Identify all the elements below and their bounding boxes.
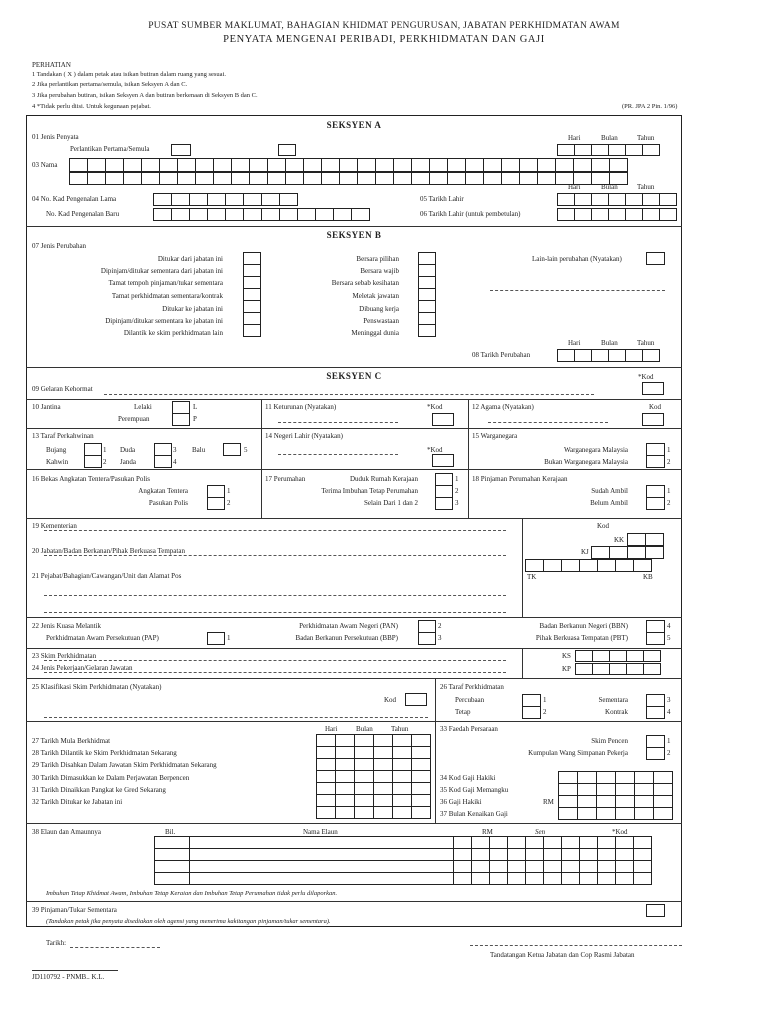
option-number: 1	[667, 446, 671, 454]
allowance-name-header: Nama Elaun	[303, 828, 338, 836]
marital-option: Bujang	[46, 446, 67, 454]
option-number: 2	[667, 749, 671, 757]
option-number: 2	[103, 458, 107, 466]
note-item: 2 Jika perlantikan pertama/semula, isikan Seksyen A dan C.	[32, 81, 188, 88]
q23-line[interactable]	[44, 660, 506, 661]
kk-code-boxes[interactable]	[628, 533, 664, 546]
q19-line[interactable]	[44, 530, 506, 531]
marital-option: Duda	[120, 446, 136, 454]
row-divider	[26, 399, 682, 400]
kp-label: KP	[562, 665, 571, 673]
q01-date-boxes[interactable]	[558, 144, 660, 156]
option-number: 1	[543, 696, 547, 704]
kj-code-boxes[interactable]	[592, 546, 664, 559]
dob-correction-boxes[interactable]	[558, 208, 677, 221]
q36-label: 36 Gaji Hakiki	[440, 798, 482, 806]
q37-label: 37 Bulan Kenaikan Gaji	[440, 810, 508, 818]
month-label: Bulan	[356, 725, 373, 733]
row-divider	[26, 428, 682, 429]
change-type-checkboxes-1[interactable]	[243, 252, 261, 336]
forces-option: Pasukan Polis	[148, 499, 188, 507]
retirement-checkboxes[interactable]	[646, 735, 665, 759]
q16-label: 16 Bekas Angkatan Tentera/Pasukan Polis	[32, 475, 150, 483]
q27-label: 27 Tarikh Mula Berkhidmat	[32, 737, 111, 745]
q20-line[interactable]	[44, 555, 506, 556]
ks-label: KS	[562, 652, 571, 660]
authority-checkboxes-2[interactable]	[418, 620, 436, 644]
q15-label: 15 Warganegara	[472, 432, 518, 440]
option-number: 1	[227, 634, 231, 642]
col-divider	[522, 648, 523, 678]
q34-label: 34 Kod Gaji Hakiki	[440, 774, 496, 782]
q12-code-box[interactable]	[642, 413, 664, 426]
col-divider	[468, 399, 469, 428]
housing-option: Terima Imbuhan Tetap Perumahan	[321, 487, 418, 495]
retirement-option: Skim Pencen	[591, 737, 628, 745]
signature-line[interactable]	[470, 945, 682, 946]
service-status-option: Kontrak	[605, 708, 628, 716]
q35-label: 35 Kod Gaji Memangku	[440, 786, 509, 794]
option-number: 2	[543, 708, 547, 716]
year-label: Tahun	[391, 725, 409, 733]
change-type-option: Bersara pilihan	[356, 255, 399, 263]
section-divider	[26, 226, 682, 227]
authority-checkboxes-3[interactable]	[646, 620, 665, 644]
option-number: 3	[667, 696, 671, 704]
q18-label: 18 Pinjaman Perumahan Kerajaan	[472, 475, 568, 483]
option-number: 4	[173, 458, 177, 466]
q09-label: 09 Gelaran Kehormat	[32, 385, 93, 393]
option-number: 5	[244, 446, 248, 454]
code-label: Kod	[384, 696, 397, 704]
section-a-title: SEKSYEN A	[326, 120, 382, 130]
old-ic-boxes[interactable]	[154, 193, 298, 206]
q14-line[interactable]	[278, 454, 398, 455]
marital-checkboxes-1[interactable]	[84, 443, 102, 467]
day-label: Hari	[568, 134, 581, 142]
day-label: Hari	[325, 725, 338, 733]
q11-line[interactable]	[278, 422, 398, 423]
q39-note: (Tandakan petak jika penyata disediakan oleh agensi yang menerima kakitangan pinjaman/tukar sementara).	[46, 918, 331, 925]
day-label: Hari	[568, 183, 581, 191]
kp-code-boxes[interactable]	[576, 663, 661, 675]
office-code-label: *Kod	[427, 446, 443, 454]
q09-code-box[interactable]	[642, 382, 664, 395]
form-title: PENYATA MENGENAI PERIBADI, PERKHIDMATAN DAN GAJI	[223, 34, 545, 45]
q25-line[interactable]	[44, 717, 428, 718]
housing-option: Selain Dari 1 dan 2	[363, 499, 418, 507]
option-number: 1	[455, 475, 459, 483]
date-label: Tarikh:	[46, 939, 67, 947]
section-b-title: SEKSYEN B	[326, 230, 382, 240]
q10-label: 10 Jantina	[32, 403, 61, 411]
gender-code: L	[193, 403, 198, 411]
option-number: 4	[667, 708, 671, 716]
q03-label: 03 Nama	[32, 161, 58, 169]
authority-checkbox-pap[interactable]	[207, 632, 225, 645]
option-number: 2	[227, 499, 231, 507]
change-type-option: Dilantik ke skim perkhidmatan lain	[123, 329, 223, 337]
q31-label: 31 Tarikh Dinaikkan Pangkat ke Gred Sekarang	[32, 786, 166, 794]
authority-option: Perkhidmatan Awam Persekutuan (PAP)	[46, 634, 159, 642]
option-number: 1	[667, 487, 671, 495]
q24-line[interactable]	[44, 672, 506, 673]
col-divider	[522, 518, 523, 617]
option-number: 1	[103, 446, 107, 454]
q14-label: 14 Negeri Lahir (Nyatakan)	[265, 432, 343, 440]
q39-label: 39 Pinjaman/Tukar Sementara	[32, 906, 117, 914]
q05-label: 05 Tarikh Lahir	[420, 195, 464, 203]
option-number: 2	[667, 499, 671, 507]
q13-label: 13 Taraf Perkahwinan	[32, 432, 94, 440]
gender-code: P	[193, 415, 197, 423]
marital-option: Janda	[120, 458, 136, 466]
marital-checkbox-widowed[interactable]	[223, 443, 241, 456]
change-type-option: Dipinjam/ditukar sementara dari jabatan ini	[100, 267, 223, 275]
q22-label: 22 Jenis Kuasa Melantik	[32, 622, 102, 630]
option-number: 1	[667, 737, 671, 745]
gender-male-label: Lelaki	[134, 403, 152, 411]
other-change-line[interactable]	[490, 290, 665, 291]
q39-checkbox[interactable]	[646, 904, 665, 917]
signature-label: Tandatangan Ketua Jabatan dan Cop Rasmi Jabatan	[490, 951, 635, 959]
allowance-note: Imbuhan Tetap Khidmat Awam, Imbuhan Tetap Keraian dan Imbuhan Tetap Perumahan tidak perlu dilaporkan.	[46, 890, 338, 897]
q04-label: 04 No. Kad Pengenalan Lama	[32, 195, 117, 203]
note-item: 1 Tandakan ( X ) dalam petak atau isikan butiran dalam ruang yang sesuai.	[32, 71, 227, 78]
month-label: Bulan	[601, 339, 618, 347]
service-status-option: Tetap	[455, 708, 471, 716]
row-divider	[26, 469, 682, 470]
office-code-label: *Kod	[427, 403, 443, 411]
row-divider	[26, 823, 682, 824]
q06-label: 06 Tarikh Lahir (untuk pembetulan)	[420, 210, 521, 218]
allowance-number-header: Bil.	[165, 828, 176, 836]
other-change-checkbox[interactable]	[646, 252, 665, 265]
service-status-option: Percubaan	[455, 696, 485, 704]
authority-option: Perkhidmatan Awam Negeri (PAN)	[299, 622, 398, 630]
q12-line[interactable]	[488, 422, 608, 423]
q01-label: 01 Jenis Penyata	[32, 133, 79, 141]
note-item: 4 *Tidak perlu diisi. Untuk kegunaan pejabat.	[32, 103, 151, 110]
q01-code-box[interactable]	[278, 144, 296, 156]
marital-checkboxes-2[interactable]	[154, 443, 172, 467]
section-divider	[26, 367, 682, 368]
other-change-label: Lain-lain perubahan (Nyatakan)	[532, 255, 622, 263]
change-type-option: Dipinjam/ditukar sementara ke jabatan ini	[105, 317, 223, 325]
change-type-option: Meletak jawatan	[352, 292, 399, 300]
year-label: Tahun	[637, 134, 655, 142]
change-type-option: Tamat tempoh pinjaman/tukar sementara	[108, 279, 223, 287]
kb-label: KB	[643, 573, 653, 581]
q01-sub-label: Perlantikan Pertama/Semula	[70, 145, 150, 153]
col-divider	[468, 469, 469, 518]
date-line[interactable]	[70, 947, 160, 948]
salary-grid[interactable]	[558, 771, 673, 820]
tk-label: TK	[527, 573, 537, 581]
col-divider	[435, 678, 436, 721]
footer-rule	[32, 970, 118, 971]
option-number: 2	[438, 622, 442, 630]
housing-checkboxes[interactable]	[435, 473, 453, 509]
option-number: 5	[667, 634, 671, 642]
change-type-checkboxes-2[interactable]	[418, 252, 436, 336]
q32-label: 32 Tarikh Ditukar ke Jabatan ini	[32, 798, 123, 806]
q01-checkbox[interactable]	[171, 144, 191, 156]
marital-option: Balu	[192, 446, 206, 454]
col-divider	[261, 428, 262, 469]
q09-line[interactable]	[104, 394, 594, 395]
kj-label: KJ	[581, 548, 589, 556]
code-label: Kod	[597, 522, 610, 530]
q24-label: 24 Jenis Pekerjaan/Gelaran Jawatan	[32, 664, 133, 672]
year-label: Tahun	[637, 183, 655, 191]
service-status-checkboxes-1[interactable]	[522, 694, 541, 718]
row-divider	[26, 518, 682, 519]
q38-label: 38 Elaun dan Amaunnya	[32, 828, 102, 836]
change-type-option: Bersara wajib	[360, 267, 399, 275]
section-c-title: SEKSYEN C	[326, 371, 382, 381]
forces-option: Angkatan Tentera	[138, 487, 188, 495]
month-label: Bulan	[601, 134, 618, 142]
q19-label: 19 Kementerian	[32, 522, 77, 530]
authority-option: Badan Berkanun Negeri (BBN)	[539, 622, 628, 630]
q21-label: 21 Pejabat/Bahagian/Cawangan/Unit dan Alamat Pos	[32, 572, 182, 580]
allowance-sen-header: Sen	[535, 828, 546, 836]
forces-checkboxes[interactable]	[207, 485, 225, 509]
service-dates-grid[interactable]	[316, 734, 431, 819]
q25-code-box[interactable]	[405, 693, 427, 706]
q08-label: 08 Tarikh Perubahan	[472, 351, 531, 359]
option-number: 3	[173, 446, 177, 454]
change-type-option: Penswastaan	[363, 317, 399, 325]
change-type-option: Ditukar ke jabatan ini	[162, 305, 223, 313]
q23-label: 23 Skim Perkhidmatan	[32, 652, 97, 660]
option-number: 3	[438, 634, 442, 642]
ks-code-boxes[interactable]	[576, 650, 661, 662]
citizenship-checkboxes[interactable]	[646, 443, 665, 467]
q12-label: 12 Agama (Nyatakan)	[472, 403, 534, 411]
row-divider	[26, 901, 682, 902]
rm-label: RM	[543, 798, 554, 806]
option-number: 3	[455, 499, 459, 507]
office-code-label: *Kod	[638, 373, 654, 381]
q29-label: 29 Tarikh Disahkan Dalam Jawatan Skim Perkhidmatan Sekarang	[32, 761, 217, 769]
col-divider	[435, 721, 436, 823]
form-reference: (PR. JPA 2 Pin. 1/96)	[622, 103, 678, 110]
citizenship-option: Bukan Warganegara Malaysia	[544, 458, 628, 466]
q11-label: 11 Keturunan (Nyatakan)	[265, 403, 337, 411]
change-date-boxes[interactable]	[558, 349, 660, 362]
q21-line[interactable]	[44, 612, 506, 613]
q28-label: 28 Tarikh Dilantik ke Skim Perkhidmatan Sekarang	[32, 749, 177, 757]
name-boxes-row2[interactable]	[70, 172, 628, 185]
option-number: 2	[455, 487, 459, 495]
row-divider	[26, 648, 682, 649]
notes-title: PERHATIAN	[32, 61, 71, 69]
dob-boxes[interactable]	[558, 193, 677, 206]
citizenship-option: Warganegara Malaysia	[563, 446, 628, 454]
change-type-option: Ditukar dari jabatan ini	[157, 255, 223, 263]
q04b-label: No. Kad Pengenalan Baru	[46, 210, 120, 218]
col-divider	[261, 399, 262, 428]
gender-female-label: Perempuan	[118, 415, 150, 423]
day-label: Hari	[568, 339, 581, 347]
retirement-option: Kumpulan Wang Simpanan Pekerja	[528, 749, 628, 757]
form-code: JD110792 - PNMB.. K.L.	[32, 973, 105, 981]
q26-label: 26 Taraf Perkhidmatan	[440, 683, 504, 691]
loan-option: Sudah Ambil	[591, 487, 628, 495]
authority-option: Pihak Berkuasa Tempatan (PBT)	[535, 634, 628, 642]
new-ic-boxes[interactable]	[154, 208, 370, 221]
row-divider	[26, 678, 682, 679]
change-type-option: Dibuang kerja	[359, 305, 399, 313]
q33-label: 33 Faedah Persaraan	[440, 725, 498, 733]
housing-option: Duduk Rumah Kerajaan	[349, 475, 418, 483]
change-type-option: Bersara sebab kesihatan	[331, 279, 399, 287]
service-status-option: Sementara	[598, 696, 628, 704]
authority-option: Badan Berkanun Persekutuan (BBP)	[295, 634, 398, 642]
code-label: Kod	[649, 403, 662, 411]
row-divider	[26, 617, 682, 618]
tk-code-boxes[interactable]	[526, 559, 652, 572]
q21-line[interactable]	[44, 595, 506, 596]
q30-label: 30 Tarikh Dimasukkan ke Dalam Perjawatan Berpencen	[32, 774, 190, 782]
allowance-table[interactable]	[154, 836, 652, 885]
option-number: 1	[227, 487, 231, 495]
option-number: 2	[667, 458, 671, 466]
loan-checkboxes[interactable]	[646, 485, 665, 509]
allowance-rm-header: RM	[482, 828, 493, 836]
note-item: 3 Jika perubahan butiran, isikan Seksyen A dan butiran berkenaan di Seksyen B dan C.	[32, 92, 258, 99]
month-label: Bulan	[601, 183, 618, 191]
marital-option: Kahwin	[46, 458, 69, 466]
gender-checkboxes[interactable]	[172, 401, 190, 425]
name-boxes[interactable]	[70, 158, 628, 172]
kk-label: KK	[614, 536, 625, 544]
form-header-agency: PUSAT SUMBER MAKLUMAT, BAHAGIAN KHIDMAT PENGURUSAN, JABATAN PERKHIDMATAN AWAM	[148, 21, 620, 31]
office-code-label: *Kod	[612, 828, 628, 836]
q25-label: 25 Klasifikasi Skim Perkhidmatan (Nyatakan)	[32, 683, 162, 691]
change-type-option: Tamat perkhidmatan sementara/kontrak	[111, 292, 223, 300]
option-number: 4	[667, 622, 671, 630]
q20-label: 20 Jabatan/Badan Berkanan/Pihak Berkuasa Tempatan	[32, 547, 185, 555]
q07-label: 07 Jenis Perubahan	[32, 242, 87, 250]
row-divider	[26, 721, 682, 722]
loan-option: Belum Ambil	[590, 499, 628, 507]
year-label: Tahun	[637, 339, 655, 347]
q17-label: 17 Perumahan	[265, 475, 306, 483]
change-type-option: Meninggal dunia	[351, 329, 399, 337]
q11-code-box[interactable]	[432, 413, 454, 426]
service-status-checkboxes-2[interactable]	[646, 694, 665, 718]
